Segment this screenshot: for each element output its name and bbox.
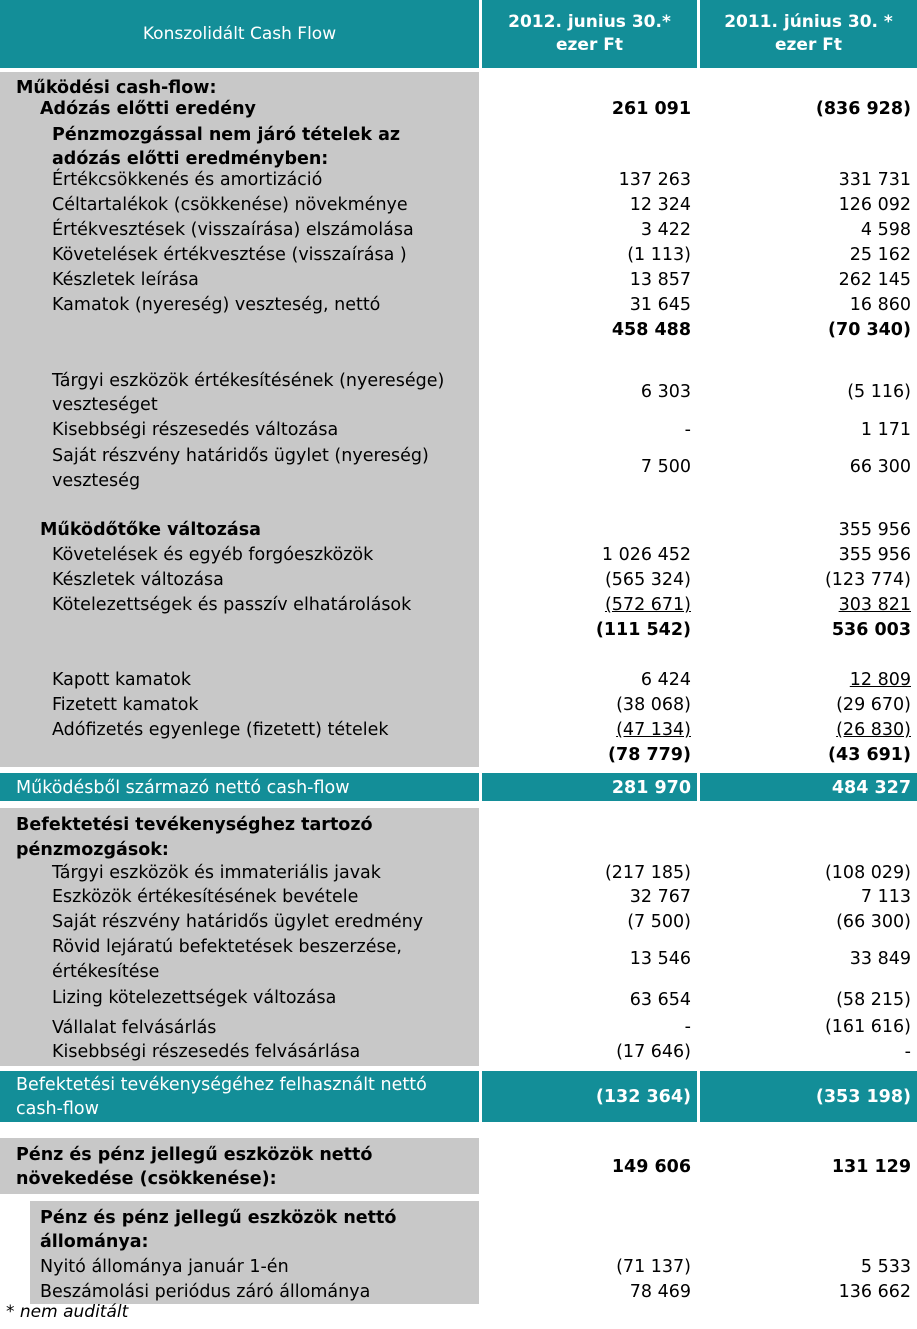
row-label: Pénz és pénz jellegű eszközök nettó bbox=[40, 1208, 397, 1228]
value-2012: (7 500) bbox=[627, 912, 691, 932]
value-2012: 458 488 bbox=[611, 320, 691, 340]
value-2011: 303 821 bbox=[838, 595, 911, 615]
value-2011: (66 300) bbox=[836, 912, 911, 932]
value-2012: (111 542) bbox=[595, 620, 691, 640]
row-label: értékesítése bbox=[52, 962, 160, 982]
value-2011: (26 830) bbox=[836, 720, 911, 740]
value-2011: 66 300 bbox=[849, 457, 911, 477]
row-label: Adófizetés egyenlege (fizetett) tételek bbox=[52, 720, 389, 740]
value-2011: 126 092 bbox=[838, 195, 911, 215]
value-2011: 5 533 bbox=[860, 1257, 911, 1277]
value-2011: - bbox=[904, 1042, 911, 1062]
row-label: Fizetett kamatok bbox=[52, 695, 199, 715]
row-label: Vállalat felvásárlás bbox=[52, 1018, 217, 1038]
value-2011: 7 113 bbox=[860, 887, 911, 907]
row-label: Céltartalékok (csökkenése) növekménye bbox=[52, 195, 408, 215]
value-2012: 137 263 bbox=[618, 170, 691, 190]
row-label: Nyitó állománya január 1-én bbox=[40, 1257, 289, 1277]
row-label: veszteséget bbox=[52, 395, 158, 415]
row-label: adózás előtti eredményben: bbox=[52, 149, 329, 169]
value-2012: (217 185) bbox=[604, 863, 691, 883]
row-label: veszteség bbox=[52, 471, 141, 491]
value-2012: 261 091 bbox=[611, 99, 691, 119]
col-2011-unit: ezer Ft bbox=[775, 35, 842, 55]
row-label: Eszközök értékesítésének bevétele bbox=[52, 887, 359, 907]
value-2011: 136 662 bbox=[838, 1282, 911, 1302]
value-2011: (123 774) bbox=[824, 570, 911, 590]
value-2011: (161 616) bbox=[824, 1017, 911, 1037]
value-2012: (78 779) bbox=[608, 745, 691, 765]
row-label: Befektetési tevékenységhez tartozó bbox=[16, 815, 373, 835]
col-2011-date: 2011. június 30. * bbox=[724, 12, 893, 32]
net-investing-label-2: cash-flow bbox=[16, 1099, 99, 1119]
value-2012: 12 324 bbox=[629, 195, 691, 215]
row-label: Kisebbségi részesedés felvásárlása bbox=[52, 1042, 361, 1062]
value-2012: (47 134) bbox=[616, 720, 691, 740]
value-2012: (38 068) bbox=[616, 695, 691, 715]
value-2011: 12 809 bbox=[849, 670, 911, 690]
row-label: Saját részvény határidős ügylet eredmény bbox=[52, 912, 424, 932]
value-2012: 63 654 bbox=[629, 990, 691, 1010]
row-label: Pénzmozgással nem járó tételek az bbox=[52, 125, 401, 145]
value-2011: (836 928) bbox=[815, 99, 911, 119]
value-2012: 13 857 bbox=[629, 270, 691, 290]
value-2011: 1 171 bbox=[860, 420, 911, 440]
row-label: Kötelezettségek és passzív elhatárolások bbox=[52, 595, 412, 615]
value-2012: 1 026 452 bbox=[601, 545, 691, 565]
row-label: Követelések és egyéb forgóeszközök bbox=[52, 545, 374, 565]
value-2011: (29 670) bbox=[836, 695, 911, 715]
row-label: Értékcsökkenés és amortizáció bbox=[52, 170, 323, 190]
value-2012: 7 500 bbox=[640, 457, 691, 477]
value-2011: 355 956 bbox=[838, 520, 911, 540]
value-2012: 13 546 bbox=[629, 949, 691, 969]
value-2011: 25 162 bbox=[849, 245, 911, 265]
row-label: pénzmozgások: bbox=[16, 840, 169, 860]
row-label: Adózás előtti eredény bbox=[40, 99, 256, 119]
net-operating-label: Működésből származó nettó cash-flow bbox=[16, 778, 350, 798]
row-label: Beszámolási periódus záró állománya bbox=[40, 1282, 371, 1302]
value-2011: 33 849 bbox=[849, 949, 911, 969]
header-col-2012 bbox=[482, 0, 697, 68]
value-2012: 6 303 bbox=[640, 382, 691, 402]
value-2012: (565 324) bbox=[604, 570, 691, 590]
net-operating-2011: 484 327 bbox=[831, 778, 911, 798]
value-2011: (108 029) bbox=[824, 863, 911, 883]
value-2011: 355 956 bbox=[838, 545, 911, 565]
row-label: Tárgyi eszközök és immateriális javak bbox=[52, 863, 381, 883]
value-2011: (43 691) bbox=[828, 745, 911, 765]
net-investing-2012: (132 364) bbox=[595, 1087, 691, 1107]
value-2012: (71 137) bbox=[616, 1257, 691, 1277]
net-change-2012: 149 606 bbox=[611, 1157, 691, 1177]
value-2011: 331 731 bbox=[838, 170, 911, 190]
value-2012: 3 422 bbox=[640, 220, 691, 240]
value-2011: (58 215) bbox=[836, 990, 911, 1010]
value-2011: 536 003 bbox=[831, 620, 911, 640]
header-col-2011 bbox=[700, 0, 917, 68]
value-2012: 78 469 bbox=[629, 1282, 691, 1302]
net-change-2011: 131 129 bbox=[831, 1157, 911, 1177]
table-title: Konszolidált Cash Flow bbox=[142, 24, 337, 44]
value-2012: 31 645 bbox=[629, 295, 691, 315]
net-investing-2011: (353 198) bbox=[815, 1087, 911, 1107]
row-label: Készletek leírása bbox=[52, 270, 199, 290]
value-2011: 16 860 bbox=[849, 295, 911, 315]
net-change-label-2: növekedése (csökkenése): bbox=[16, 1169, 277, 1189]
row-label: Rövid lejáratú befektetések beszerzése, bbox=[52, 937, 402, 957]
row-label: Működőtőke változása bbox=[40, 520, 261, 540]
row-label: Kapott kamatok bbox=[52, 670, 192, 690]
value-2012: (17 646) bbox=[616, 1042, 691, 1062]
col-2012-unit: ezer Ft bbox=[555, 35, 623, 55]
value-2011: (70 340) bbox=[828, 320, 911, 340]
row-label: állománya: bbox=[40, 1232, 149, 1252]
value-2012: - bbox=[684, 1017, 691, 1037]
row-label: Készletek változása bbox=[52, 570, 224, 590]
header-label-cell bbox=[0, 0, 479, 68]
value-2012: - bbox=[684, 420, 691, 440]
net-investing-label-1: Befektetési tevékenységéhez felhasznált nettó bbox=[16, 1075, 427, 1095]
row-label: Kamatok (nyereség) veszteség, nettó bbox=[52, 295, 381, 315]
value-2012: 6 424 bbox=[640, 670, 691, 690]
row-label: Saját részvény határidős ügylet (nyereség) bbox=[52, 446, 429, 466]
row-label: Értékvesztések (visszaírása) elszámolása bbox=[52, 220, 414, 240]
value-2011: 4 598 bbox=[860, 220, 911, 240]
row-label: Kisebbségi részesedés változása bbox=[52, 420, 339, 440]
footnote: * nem auditált bbox=[6, 1302, 129, 1322]
row-label: Lizing kötelezettségek változása bbox=[52, 988, 337, 1008]
value-2012: 32 767 bbox=[629, 887, 691, 907]
col-2012-date: 2012. junius 30.* bbox=[508, 12, 671, 32]
net-change-label-1: Pénz és pénz jellegű eszközök nettó bbox=[16, 1145, 373, 1165]
row-label: Működési cash-flow: bbox=[16, 78, 217, 98]
value-2012: (1 113) bbox=[627, 245, 691, 265]
value-2011: 262 145 bbox=[838, 270, 911, 290]
net-operating-2012: 281 970 bbox=[611, 778, 691, 798]
value-2012: (572 671) bbox=[604, 595, 691, 615]
value-2011: (5 116) bbox=[847, 382, 911, 402]
row-label: Követelések értékvesztése (visszaírása ) bbox=[52, 245, 407, 265]
row-label: Tárgyi eszközök értékesítésének (nyeresége) bbox=[52, 371, 445, 391]
